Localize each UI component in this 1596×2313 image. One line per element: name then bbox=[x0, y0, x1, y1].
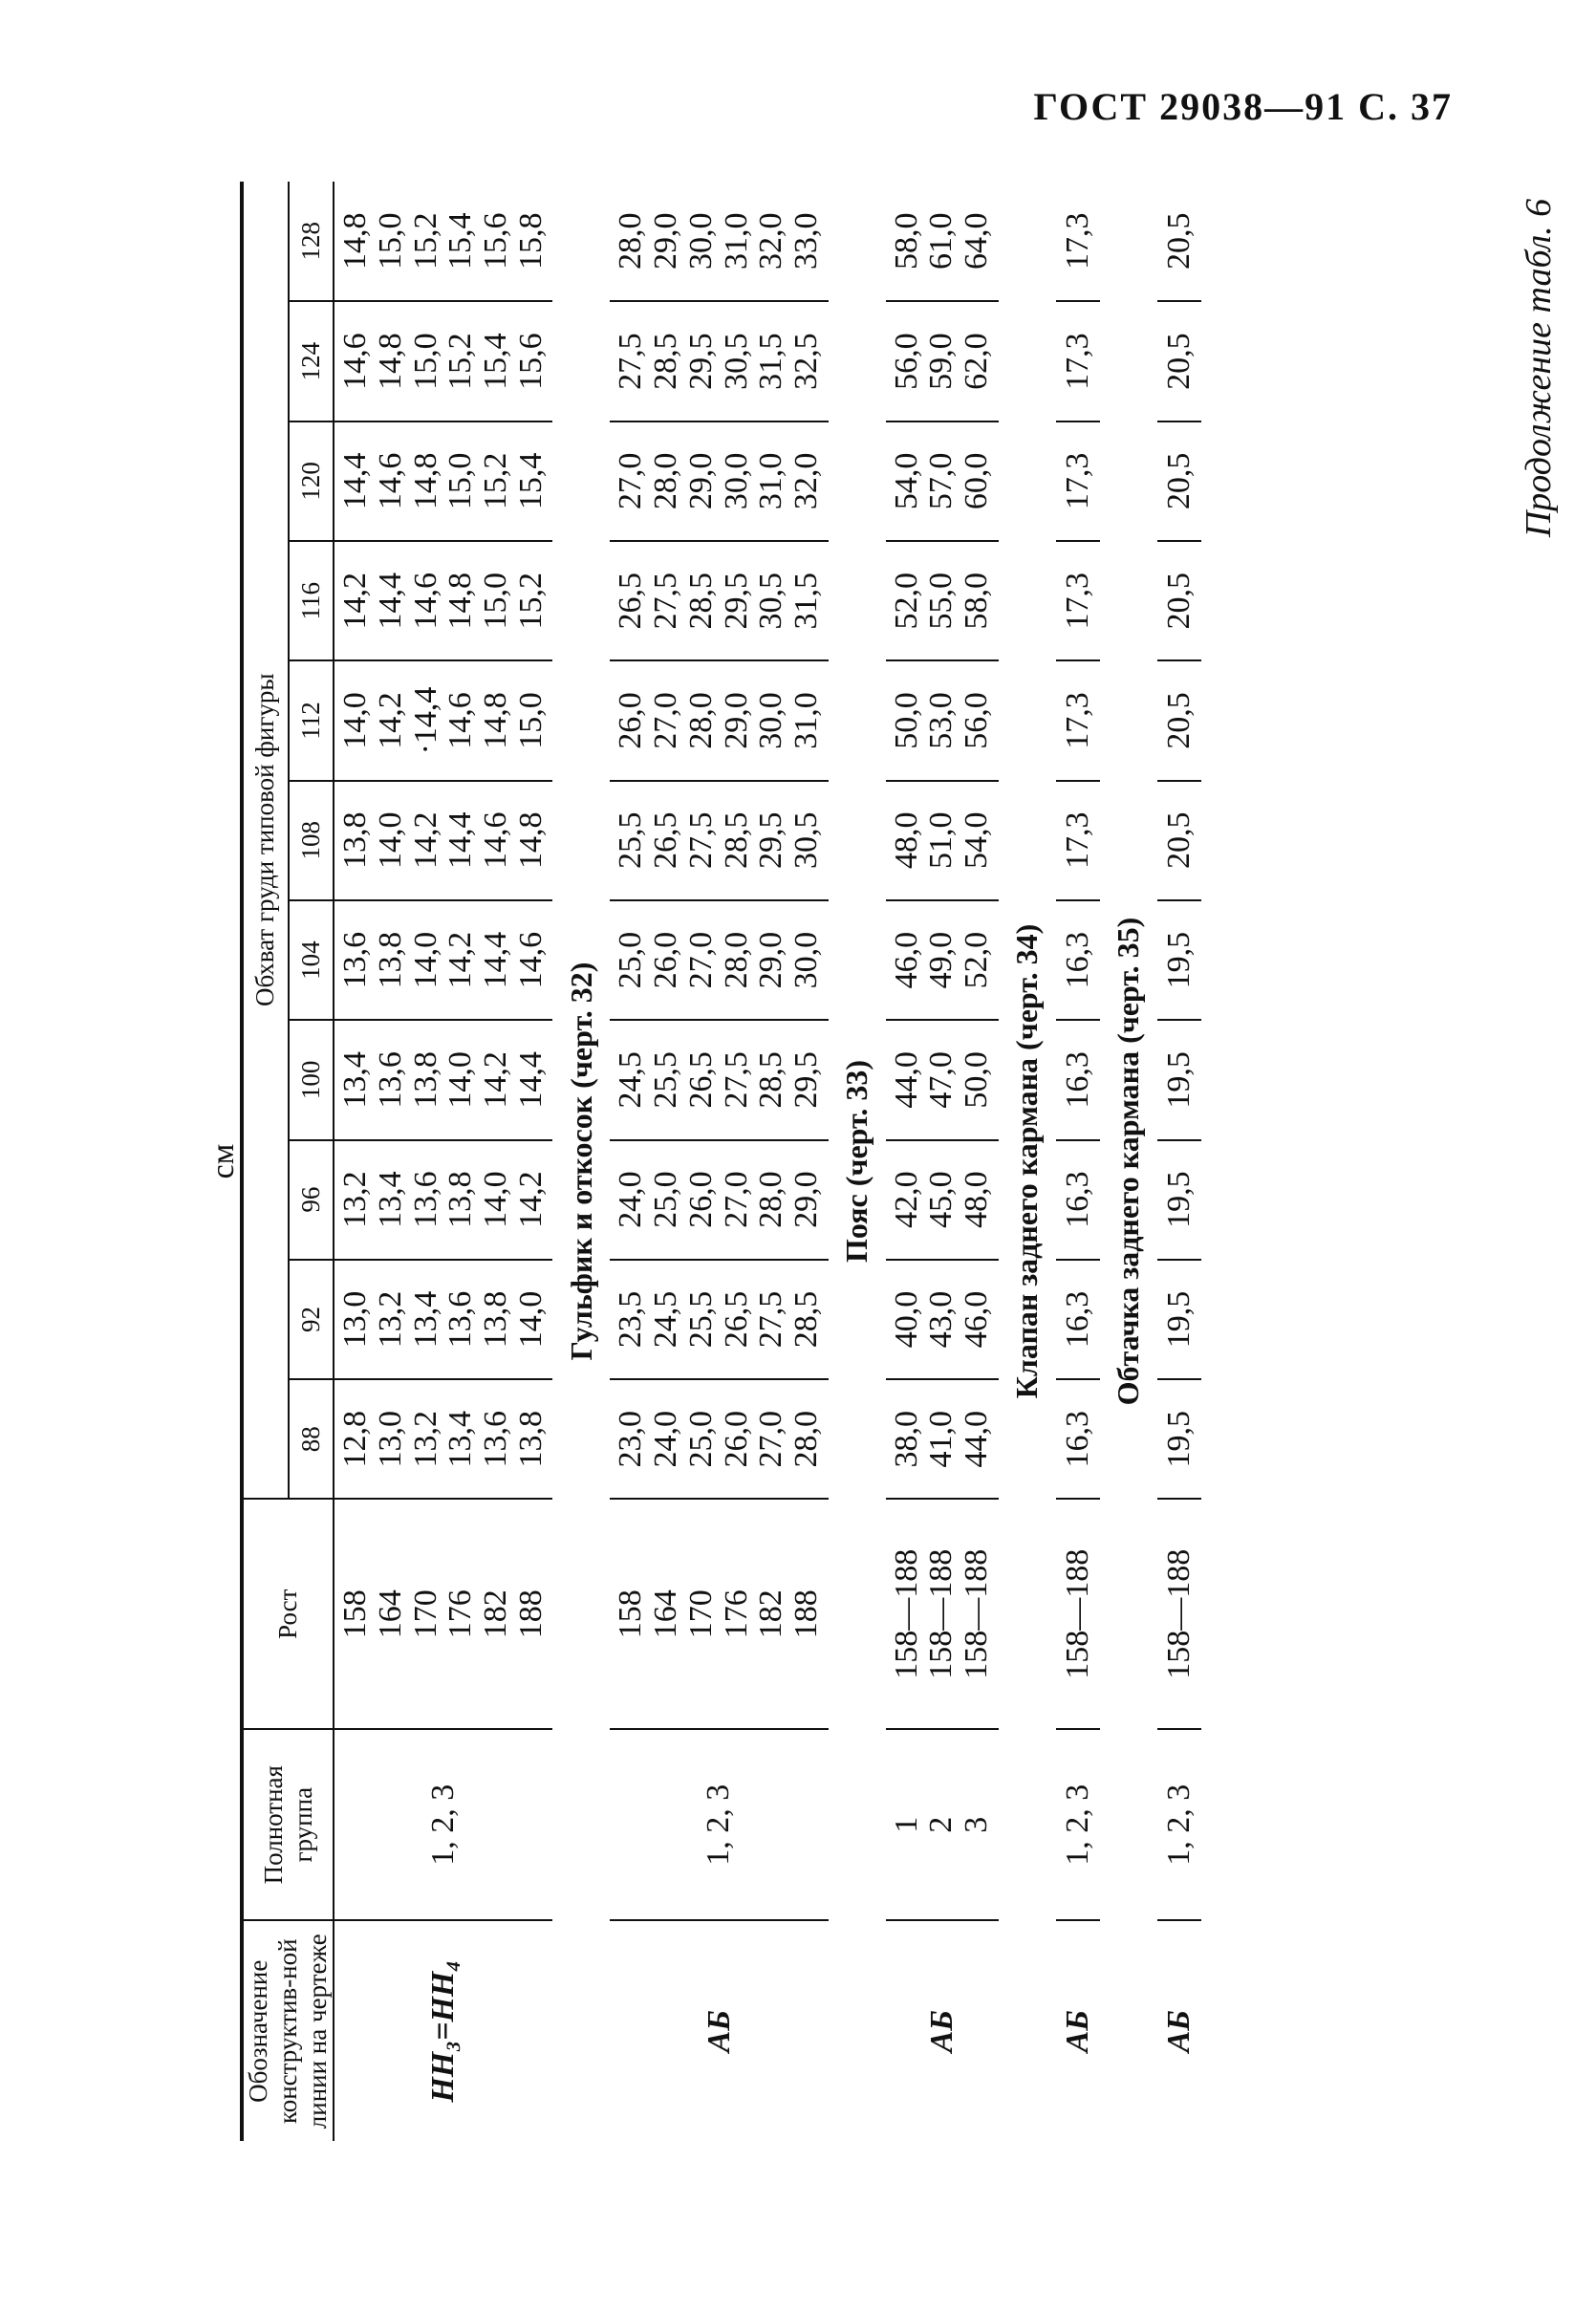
table-row bbox=[334, 182, 552, 2141]
height-cell: 158—188 158—188 158—188 bbox=[886, 1499, 999, 1729]
value-cell: 12,8 13,0 13,2 13,4 13,6 13,8 bbox=[334, 1379, 552, 1499]
size-header: 116 bbox=[289, 541, 334, 660]
value-cell: 17,3 bbox=[1056, 660, 1100, 780]
value-cell: 17,3 bbox=[1056, 301, 1100, 421]
size-header: 108 bbox=[289, 781, 334, 900]
table-body bbox=[334, 182, 1201, 2141]
designation-cell: НН₃=НН₄ bbox=[334, 1920, 552, 2141]
size-header: 112 bbox=[289, 660, 334, 780]
value-cell: 48,0 51,0 54,0 bbox=[886, 781, 999, 900]
section-title: Пояс (черт. 33) bbox=[839, 1059, 874, 1264]
measurement-table bbox=[240, 182, 1201, 2141]
value-cell: 14,0 14,2 ·14,4 14,6 14,8 15,0 bbox=[334, 660, 552, 780]
group-cell: 1, 2, 3 bbox=[1157, 1729, 1201, 1920]
value-cell: 19,5 bbox=[1157, 1020, 1201, 1139]
value-cell: 16,3 bbox=[1056, 1260, 1100, 1379]
value-cell: 44,0 47,0 50,0 bbox=[886, 1020, 999, 1139]
value-cell: 40,0 43,0 46,0 bbox=[886, 1260, 999, 1379]
size-header: 88 bbox=[289, 1379, 334, 1499]
value-cell: 13,6 13,8 14,0 14,2 14,4 14,6 bbox=[334, 900, 552, 1020]
value-cell: 16,3 bbox=[1056, 900, 1100, 1020]
value-cell: 13,2 13,4 13,6 13,8 14,0 14,2 bbox=[334, 1140, 552, 1260]
value-cell: 19,5 bbox=[1157, 1260, 1201, 1379]
group-cell: 1, 2, 3 bbox=[334, 1729, 552, 1920]
value-cell: 56,0 59,0 62,0 bbox=[886, 301, 999, 421]
table-row bbox=[886, 182, 999, 2141]
size-header: 124 bbox=[289, 301, 334, 421]
value-cell: 16,3 bbox=[1056, 1140, 1100, 1260]
table-continuation-label: Продолжение табл. 6 bbox=[1519, 198, 1559, 538]
height-cell: 158—188 bbox=[1056, 1499, 1100, 1729]
size-header: 120 bbox=[289, 422, 334, 541]
value-cell: 50,0 53,0 56,0 bbox=[886, 660, 999, 780]
value-cell: 26,0 27,0 28,0 29,0 30,0 31,0 bbox=[610, 660, 828, 780]
col-header-height: Рост bbox=[242, 1499, 334, 1729]
value-cell: 38,0 41,0 44,0 bbox=[886, 1379, 999, 1499]
value-cell: 25,5 26,5 27,5 28,5 29,5 30,5 bbox=[610, 781, 828, 900]
value-cell: 14,2 14,4 14,6 14,8 15,0 15,2 bbox=[334, 541, 552, 660]
height-cell: 158—188 bbox=[1157, 1499, 1201, 1729]
section-title: Гульфик и откосок (черт. 32) bbox=[563, 962, 598, 1361]
value-cell: 25,0 26,0 27,0 28,0 29,0 30,0 bbox=[610, 900, 828, 1020]
table-row bbox=[1056, 182, 1100, 2141]
value-cell: 23,0 24,0 25,0 26,0 27,0 28,0 bbox=[610, 1379, 828, 1499]
value-cell: 13,4 13,6 13,8 14,0 14,2 14,4 bbox=[334, 1020, 552, 1139]
value-cell: 46,0 49,0 52,0 bbox=[886, 900, 999, 1020]
value-cell: 13,8 14,0 14,2 14,4 14,6 14,8 bbox=[334, 781, 552, 900]
value-cell: 14,4 14,6 14,8 15,0 15,2 15,4 bbox=[334, 422, 552, 541]
page-header: ГОСТ 29038—91 С. 37 bbox=[1033, 85, 1453, 128]
size-header: 96 bbox=[289, 1140, 334, 1260]
value-cell: 17,3 bbox=[1056, 541, 1100, 660]
section-title: Клапан заднего кармана (черт. 34) bbox=[1009, 923, 1045, 1399]
designation-cell: АБ bbox=[886, 1920, 999, 2141]
size-header: 92 bbox=[289, 1260, 334, 1379]
value-cell: 20,5 bbox=[1157, 301, 1201, 421]
value-cell: 28,0 29,0 30,0 31,0 32,0 33,0 bbox=[613, 212, 825, 270]
group-cell: 1 2 3 bbox=[886, 1729, 999, 1920]
value-cell: 19,5 bbox=[1157, 1379, 1201, 1499]
value-cell: 24,5 25,5 26,5 27,5 28,5 29,5 bbox=[610, 1020, 828, 1139]
value-cell: 23,5 24,5 25,5 26,5 27,5 28,5 bbox=[610, 1260, 828, 1379]
size-header: 128 bbox=[289, 182, 334, 301]
rotated-table-block bbox=[205, 182, 1438, 2141]
table-row bbox=[1157, 182, 1201, 2141]
value-cell: 19,5 bbox=[1157, 1140, 1201, 1260]
value-cell: 42,0 45,0 48,0 bbox=[886, 1140, 999, 1260]
value-cell: 14,8 15,0 15,2 15,4 15,6 15,8 bbox=[337, 212, 549, 270]
group-cell: 1, 2, 3 bbox=[1056, 1729, 1100, 1920]
value-cell: 17,3 bbox=[1056, 422, 1100, 541]
size-header: 104 bbox=[289, 900, 334, 1020]
value-cell: 20,5 bbox=[1157, 781, 1201, 900]
value-cell: 20,5 bbox=[1157, 660, 1201, 780]
designation-cell: АБ bbox=[1056, 1920, 1100, 2141]
value-cell: 26,5 27,5 28,5 29,5 30,5 31,5 bbox=[610, 541, 828, 660]
value-cell: 24,0 25,0 26,0 27,0 28,0 29,0 bbox=[610, 1140, 828, 1260]
value-cell: 14,6 14,8 15,0 15,2 15,4 15,6 bbox=[334, 301, 552, 421]
value-cell: 13,0 13,2 13,4 13,6 13,8 14,0 bbox=[334, 1260, 552, 1379]
value-cell: 16,3 bbox=[1056, 1020, 1100, 1139]
value-cell: 58,0 61,0 64,0 bbox=[888, 212, 995, 270]
col-header-chest: Обхват груди типовой фигуры bbox=[242, 182, 289, 1499]
table-row bbox=[610, 182, 828, 2141]
value-cell: 52,0 55,0 58,0 bbox=[886, 541, 999, 660]
value-cell: 27,0 28,0 29,0 30,0 31,0 32,0 bbox=[610, 422, 828, 541]
height-cell: 158 164 170 176 182 188 bbox=[610, 1499, 828, 1729]
size-header: 100 bbox=[289, 1020, 334, 1139]
col-header-designation: Обозначение конструктив-ной линии на чертеже bbox=[242, 1920, 334, 2141]
value-cell: 17,3 bbox=[1056, 781, 1100, 900]
height-cell: 158 164 170 176 182 188 bbox=[334, 1499, 552, 1729]
value-cell: 16,3 bbox=[1056, 1379, 1100, 1499]
value-cell: 54,0 57,0 60,0 bbox=[886, 422, 999, 541]
group-cell: 1, 2, 3 bbox=[610, 1729, 828, 1920]
col-header-group: Полнотная группа bbox=[242, 1729, 334, 1920]
value-cell: 20,5 bbox=[1160, 212, 1197, 270]
value-cell: 19,5 bbox=[1157, 900, 1201, 1020]
section-title: Обтачка заднего кармана (черт. 35) bbox=[1111, 917, 1146, 1406]
value-cell: 27,5 28,5 29,5 30,5 31,5 32,5 bbox=[610, 301, 828, 421]
designation-cell: АБ bbox=[1157, 1920, 1201, 2141]
value-cell: 17,3 bbox=[1059, 212, 1095, 270]
value-cell: 20,5 bbox=[1157, 422, 1201, 541]
value-cell: 20,5 bbox=[1157, 541, 1201, 660]
designation-cell: АБ bbox=[610, 1920, 828, 2141]
unit-label: см bbox=[205, 1143, 241, 1179]
